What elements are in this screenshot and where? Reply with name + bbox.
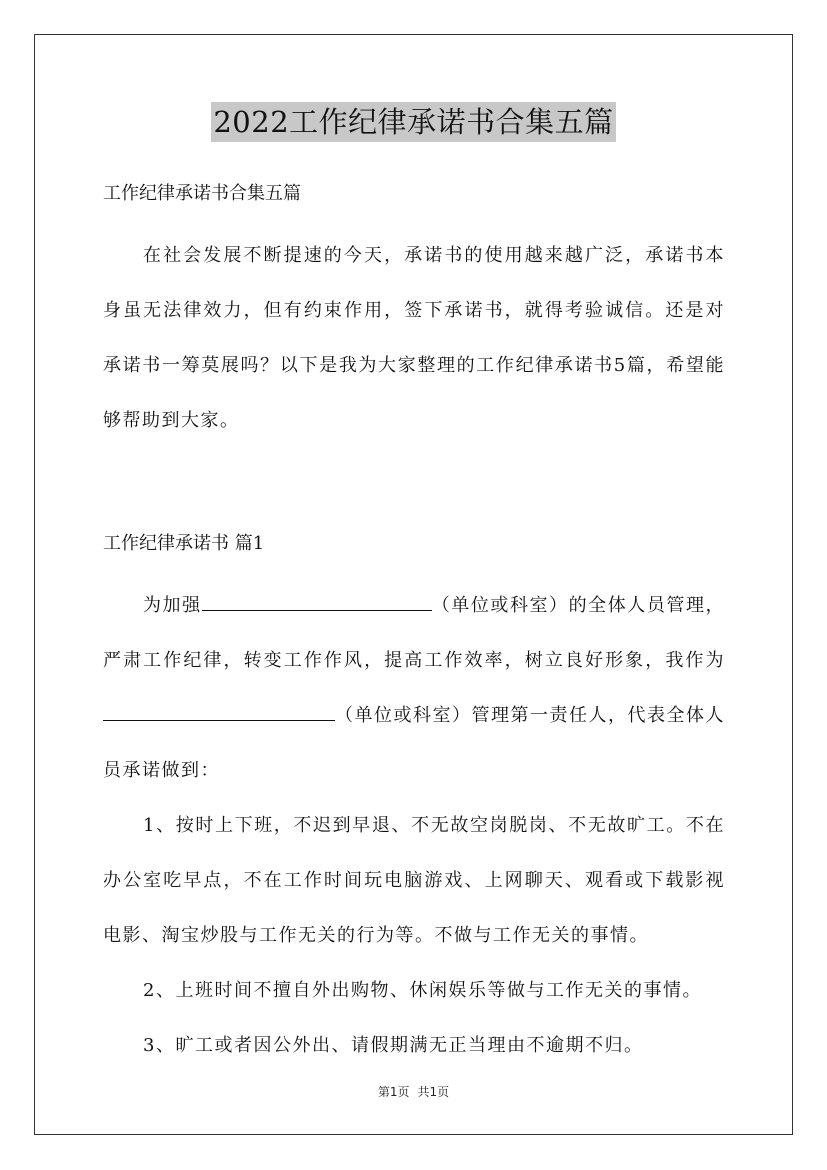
- commitment-text-start: 为加强: [143, 595, 202, 616]
- commitment-text-end: （单位或科室）管理第一责任人，代表全体人员承诺做到：: [103, 705, 725, 781]
- unit-blank-line: [202, 592, 432, 611]
- commitment-paragraph: [103, 578, 725, 798]
- document-body: [103, 176, 725, 1073]
- rule-item-2: 2、上班时间不擅自外出购物、休闲娱乐等做与工作无关的事情。: [143, 980, 702, 1001]
- document-title-text: 2022工作纪律承诺书合集五篇: [211, 102, 615, 142]
- rule-item-1: 1、按时上下班，不迟到早退、不无故空岗脱岗、不无故旷工。不在办公室吃早点，不在工作时间玩电脑游戏、上网聊天、观看或下载影视电影、淘宝炒股与工作无关的行为等。不做与工作无关的事情。: [103, 815, 725, 946]
- page-footer: [0, 1083, 827, 1100]
- commitment-text-middle: （单位或科室）的全体人员管理，严肃工作纪律，转变工作作风，提高工作效率，树立良好形象，我作为: [103, 595, 726, 671]
- document-subtitle: 工作纪律承诺书合集五篇: [103, 183, 301, 204]
- responsible-unit-blank-line: [103, 702, 335, 721]
- page-number: 第1页: [377, 1085, 410, 1099]
- intro-paragraph: 在社会发展不断提速的今天，承诺书的使用越来越广泛，承诺书本身虽无法律效力，但有约束作用，签下承诺书，就得考验诚信。还是对承诺书一筹莫展吗？以下是我为大家整理的工作纪律承诺书5篇，希望能够帮助到大家。: [103, 245, 725, 431]
- section-heading: 工作纪律承诺书 篇1: [103, 533, 265, 554]
- document-title: [0, 102, 827, 142]
- rule-item-3: 3、旷工或者因公外出、请假期满无正当理由不逾期不归。: [143, 1035, 644, 1056]
- page-total: 共1页: [417, 1085, 450, 1099]
